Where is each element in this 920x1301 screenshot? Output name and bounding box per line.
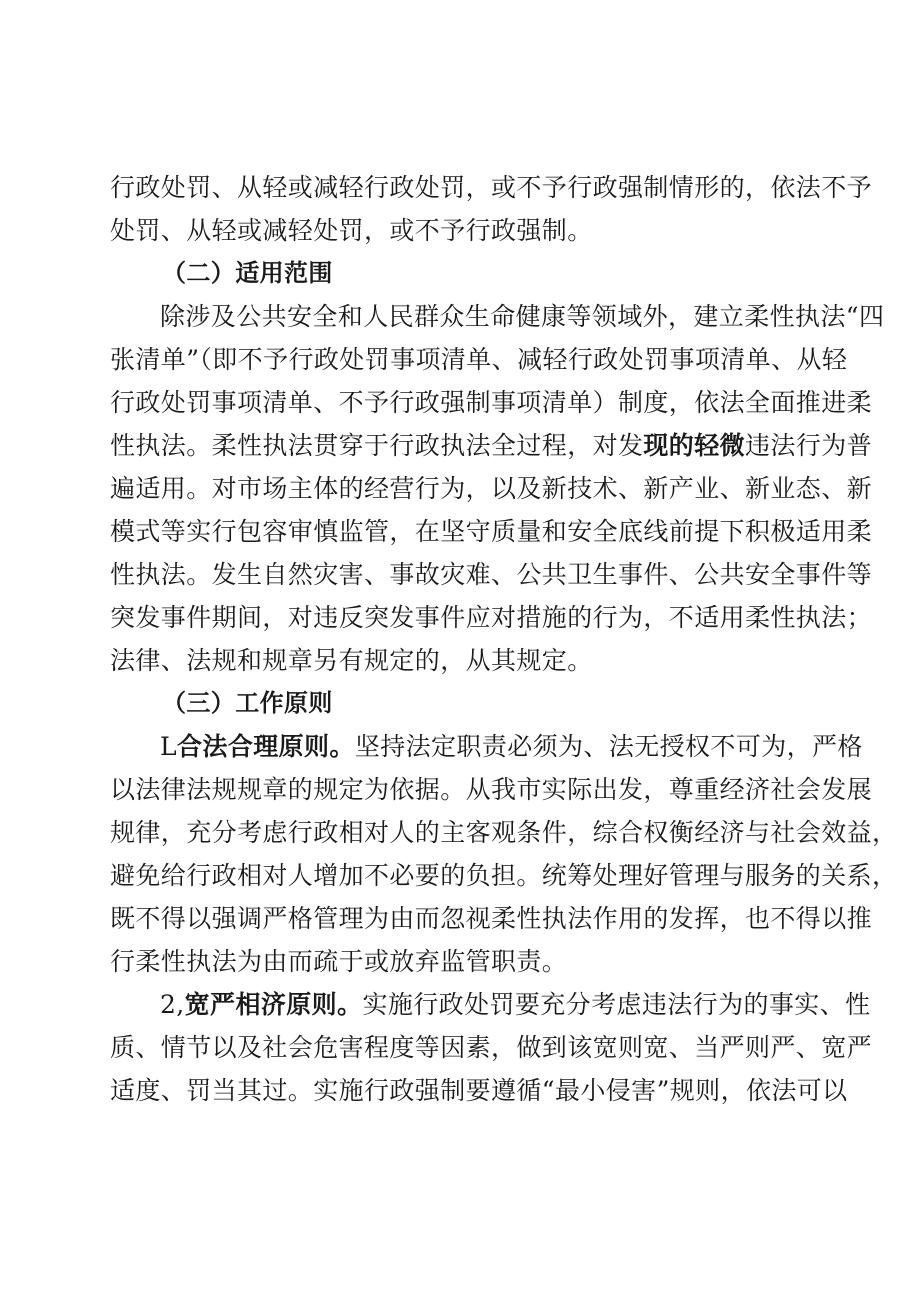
text-line: 突发事件期间，对违反突发事件应对措施的行为，不适用柔性执法； bbox=[110, 603, 873, 632]
text-line: 既不得以强调严格管理为由而忽视柔性执法作用的发挥，也不得以推 bbox=[110, 904, 873, 933]
text-run: 实施行政处罚要充分考虑违法行为的事实、性 bbox=[362, 990, 871, 1019]
item-number: 2, bbox=[160, 990, 185, 1019]
principle-title: 宽严相济原则。 bbox=[184, 990, 363, 1019]
text-line: 质、情节以及社会危害程度等因素，做到该宽则宽、当严则严、宽严 bbox=[110, 1033, 873, 1062]
text-line: 避免给行政相对人增加不必要的负担。统筹处理好管理与服务的关系， bbox=[110, 861, 898, 890]
paragraph-scope bbox=[110, 295, 885, 682]
principle-title: 合法合理原则。 bbox=[177, 732, 355, 761]
item-number: L bbox=[160, 732, 178, 761]
paragraph-principle-2 bbox=[110, 983, 873, 1112]
text-line: 行柔性执法为由而疏于或放弃监管职责。 bbox=[110, 947, 568, 976]
text-line: 遍适用。对市场主体的经营行为，以及新技术、新产业、新业态、新 bbox=[110, 474, 873, 503]
text-line: 适度、罚当其过。实施行政强制要遵循“最小侵害”规则，依法可以 bbox=[110, 1076, 848, 1105]
paragraph-continuation bbox=[110, 166, 873, 252]
text-line bbox=[110, 983, 871, 1026]
text-line: 模式等实行包容审慎监管，在坚守质量和安全底线前提下积极适用柔 bbox=[110, 517, 873, 546]
text-run: 性执法。柔性执法贯穿于行政执法全过程，对发 bbox=[110, 431, 644, 460]
paragraph-principle-1 bbox=[110, 725, 898, 983]
bold-text-run: 现的轻微 bbox=[643, 431, 746, 460]
document-body bbox=[110, 166, 898, 1112]
text-line: 法律、法规和规章另有规定的，从其规定。 bbox=[110, 646, 593, 675]
section-heading-principles: （三）工作原则 bbox=[162, 689, 333, 717]
text-line bbox=[110, 725, 863, 768]
text-line: 处罚、从轻或减轻处罚，或不予行政强制。 bbox=[110, 216, 593, 245]
text-line: 性执法。发生自然灾害、事故灾难、公共卫生事件、公共安全事件等 bbox=[110, 560, 873, 589]
text-line bbox=[110, 424, 873, 467]
text-run: 坚持法定职责必须为、法无授权不可为，严格 bbox=[354, 732, 863, 761]
text-line: 规律，充分考虑行政相对人的主客观条件，综合权衡经济与社会效益， bbox=[110, 818, 898, 847]
text-line: 张清单”（即不予行政处罚事项清单、减轻行政处罚事项清单、从轻 bbox=[110, 345, 848, 374]
text-run: 违法行为普 bbox=[745, 431, 873, 460]
text-line: 以法律法规规章的规定为依据。从我市实际出发，尊重经济社会发展 bbox=[110, 775, 873, 804]
section-heading-scope: （二）适用范围 bbox=[162, 259, 333, 287]
text-line: 行政处罚事项清单、不予行政强制事项清单）制度，依法全面推进柔 bbox=[110, 388, 873, 417]
text-line: 除涉及公共安全和人民群众生命健康等领域外，建立柔性执法“四 bbox=[160, 302, 885, 331]
text-line: 行政处罚、从轻或减轻行政处罚，或不予行政强制情形的，依法不予 bbox=[110, 173, 873, 202]
